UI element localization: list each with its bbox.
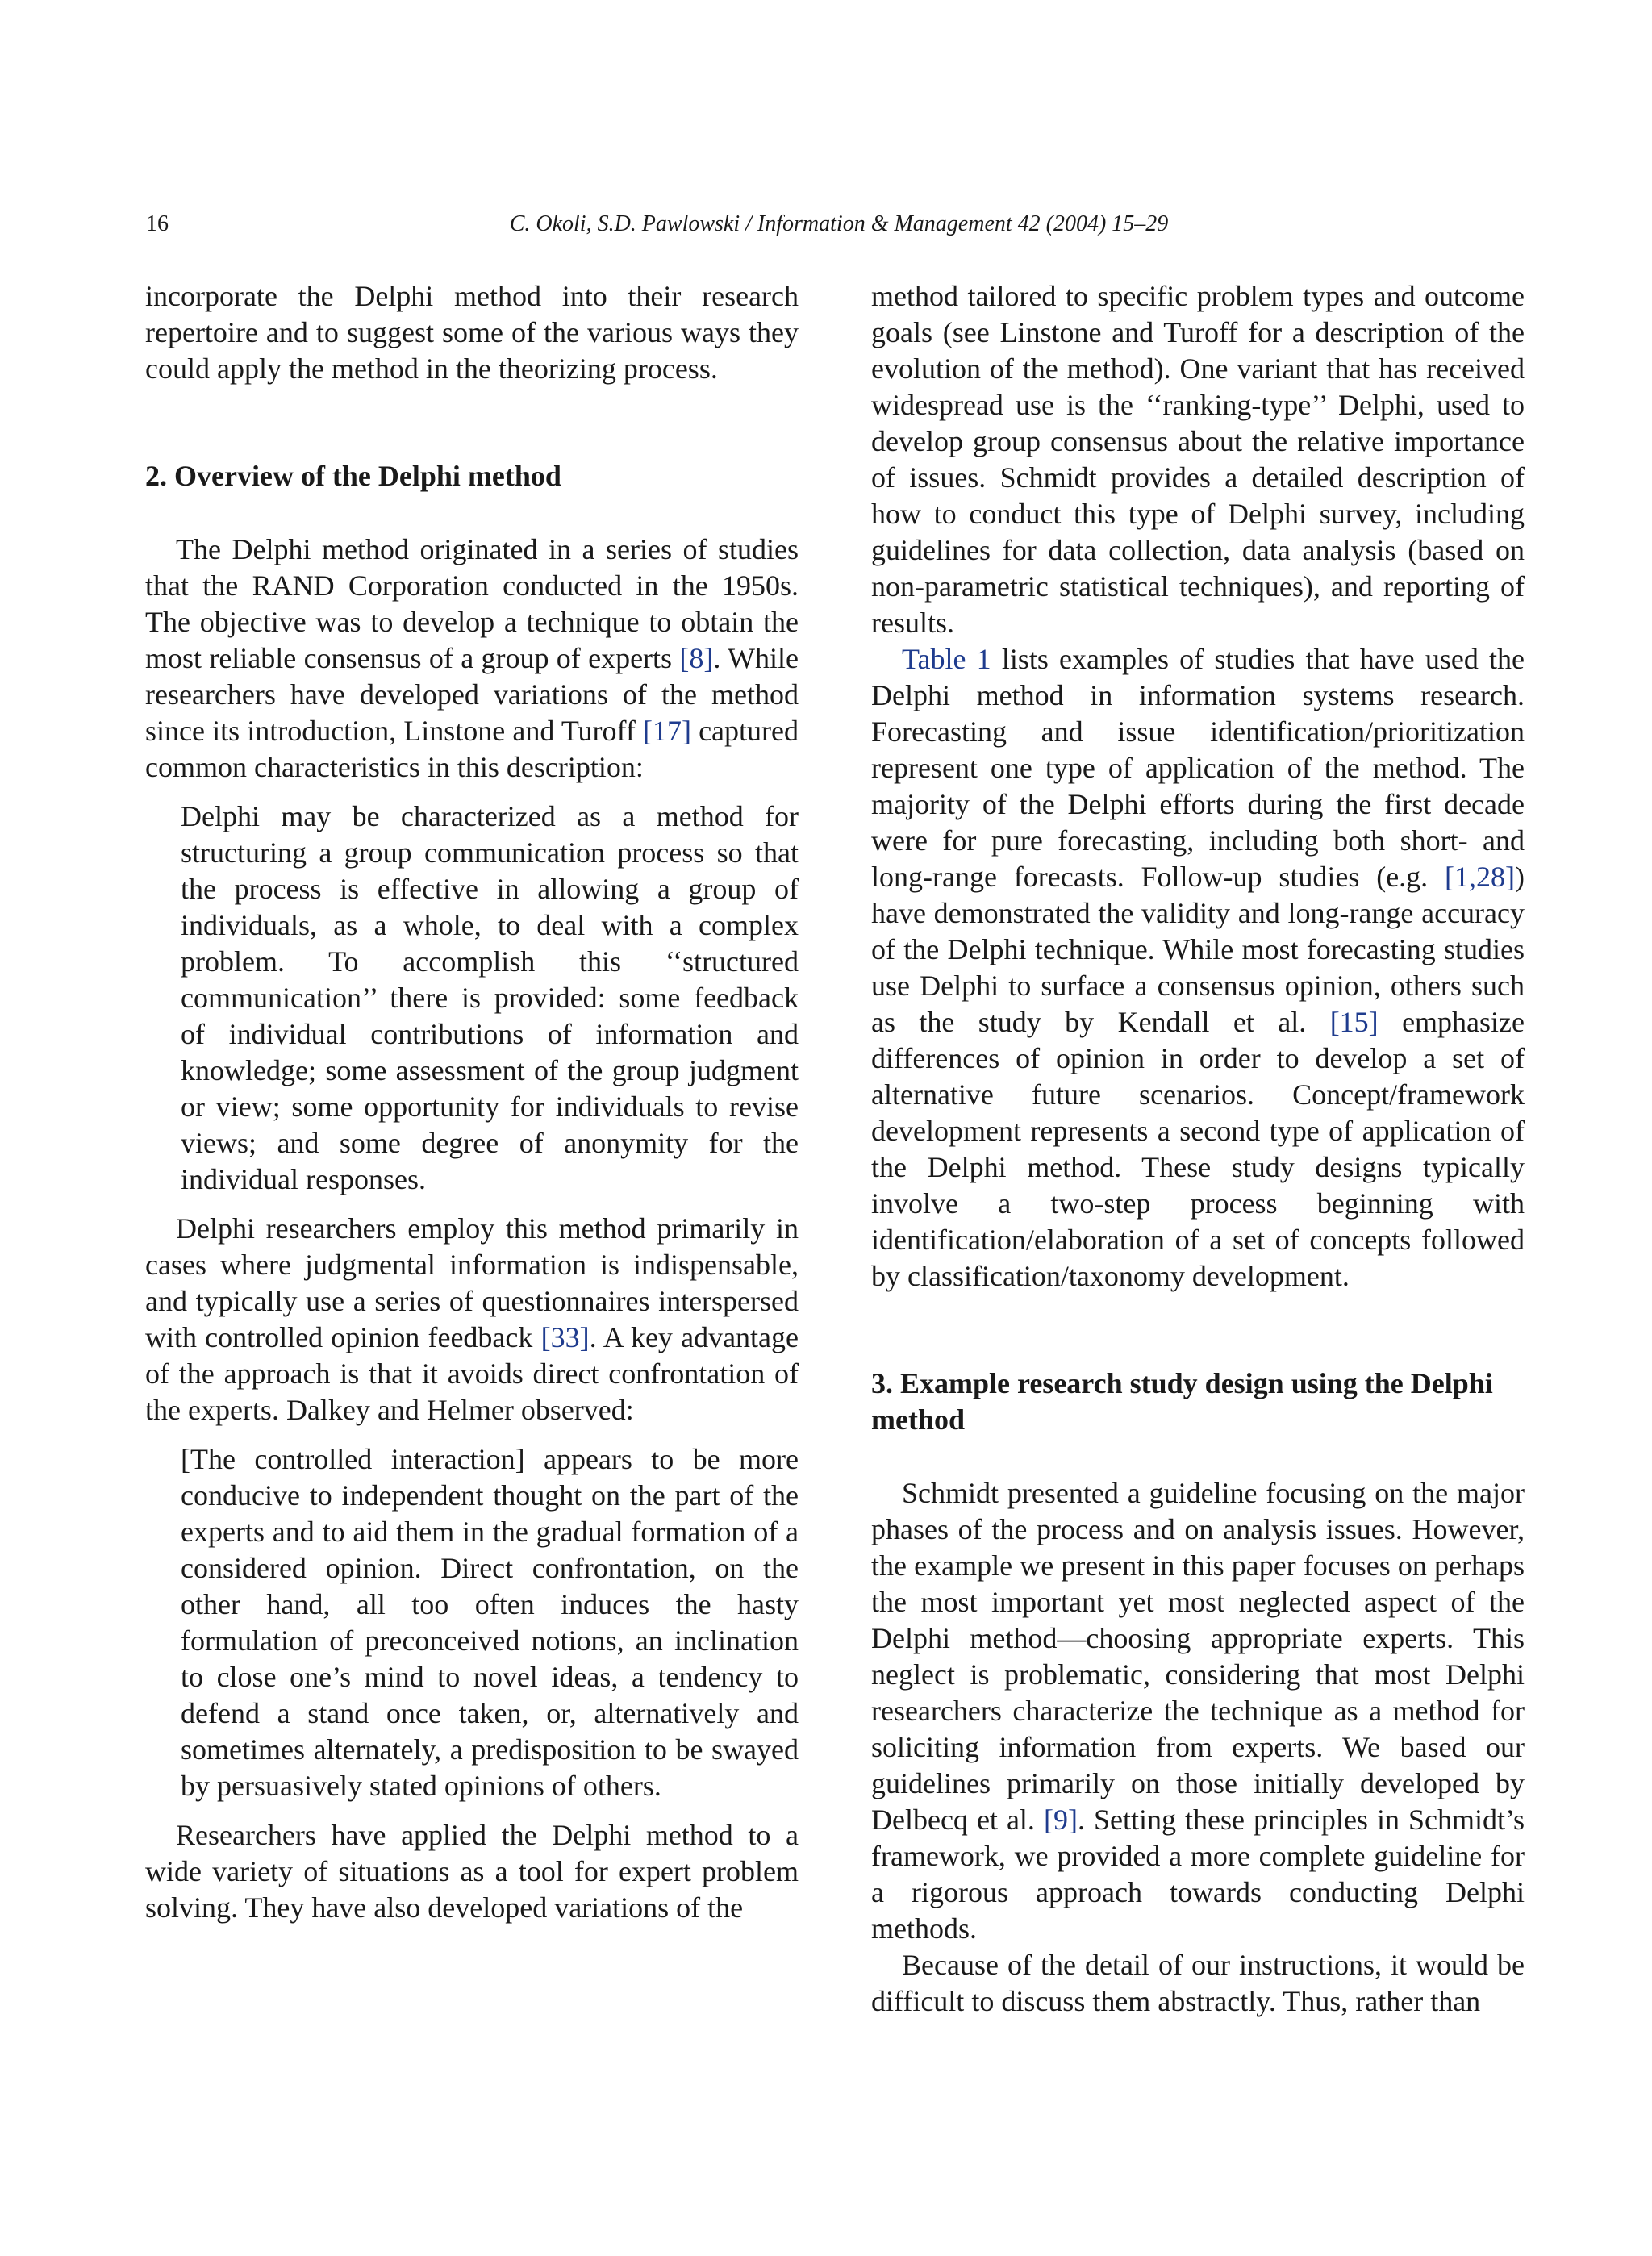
paragraph: Delphi researchers employ this method primarily in cases where judgmental information is indispensable, and typically use a series of questionnaires interspersed with controlled opinion feedback [33]. A key advantage of the approach is that it avoids direct confrontation of the experts. Dalkey and Helmer observed: (145, 1212, 799, 1426)
citation-link[interactable]: [8] (679, 642, 714, 674)
page-number: 16 (146, 211, 169, 236)
paragraph: Table 1 lists examples of studies that have used the Delphi method in information systems research. Forecasting and issue identification/prioritization represent one type of application of the method. The majority of the Delphi efforts during the first decade were for pure forecasting, including both short- and long-range forecasts. Follow-up studies (e.g. [1,28]) have demonstrated the validity and long-range accuracy of the Delphi technique. While most forecasting studies use Delphi to surface a consensus opinion, others such as the study by Kendall et al. [15] emphasize differences of opinion in order to develop a set of alternative future scenarios. Concept/framework development represents a second type of application of the Delphi method. These study designs typically involve a two-step process beginning with identification/elaboration of a set of concepts followed by classification/taxonomy development. (871, 643, 1525, 1292)
section-3-heading: 3. Example research study design using the Delphi method (871, 1367, 1493, 1436)
intro-paragraph: incorporate the Delphi method into their research repertoire and to suggest some of the various ways they could apply the method in the theorizing process. (145, 280, 799, 385)
citation-link[interactable]: [33] (540, 1321, 590, 1353)
paragraph: Researchers have applied the Delphi method to a wide variety of situations as a tool for expert problem solving. They have also developed variations of the (145, 1819, 799, 1924)
page-header (146, 211, 1532, 244)
block-quote: [The controlled interaction] appears to be more conducive to independent thought on the part of the experts and to aid them in the gradual formation of a considered opinion. Direct confrontation, on the other hand, all too often induces the hasty formulation of preconceived notions, an inclination to close one’s mind to novel ideas, a tendency to defend a stand once taken, or, alternatively and sometimes alternately, a predisposition to be swayed by persuasively stated opinions of others. (181, 1443, 799, 1802)
citation-link[interactable]: [17] (642, 715, 691, 747)
right-column (871, 278, 1525, 2020)
citation-link[interactable]: [9] (1043, 1804, 1078, 1836)
table-link[interactable]: Table 1 (902, 643, 991, 675)
citation-link[interactable]: [15] (1329, 1006, 1379, 1038)
paragraph: Schmidt presented a guideline focusing on the major phases of the process and on analysis issues. However, the example we present in this paper focuses on perhaps the most important yet most neglected aspect of the Delphi method—choosing appropriate experts. This neglect is problematic, considering that most Delphi researchers characterize the technique as a method for soliciting information from experts. We based our guidelines primarily on those initially developed by Delbecq et al. [9]. Setting these principles in Schmidt’s framework, we provided a more complete guideline for a rigorous approach towards conducting Delphi methods. (871, 1477, 1525, 1945)
paragraph: Because of the detail of our instructions, it would be difficult to discuss them abstractly. Thus, rather than (871, 1949, 1525, 2017)
left-column (145, 278, 799, 1926)
paragraph: method tailored to specific problem types and outcome goals (see Linstone and Turoff for a description of the evolution of the method). One variant that has received widespread use is the ‘‘ranking-type’’ Delphi, used to develop group consensus about the relative importance of issues. Schmidt provides a detailed description of how to conduct this type of Delphi survey, including guidelines for data collection, data analysis (based on non-parametric statistical techniques), and reporting of results. (871, 280, 1525, 639)
block-quote: Delphi may be characterized as a method for structuring a group communication process so that the process is effective in allowing a group of individuals, as a whole, to deal with a complex problem. To accomplish this ‘‘structured communication’’ there is provided: some feedback of individual contributions of information and knowledge; some assessment of the group judgment or view; some opportunity for individuals to revise views; and some degree of anonymity for the individual responses. (181, 800, 799, 1195)
citation-link[interactable]: [1,28] (1445, 861, 1515, 893)
section-2-heading: 2. Overview of the Delphi method (145, 460, 561, 492)
paragraph: The Delphi method originated in a series of studies that the RAND Corporation conducted in the 1950s. The objective was to develop a technique to obtain the most reliable consensus of a group of experts [8]. While researchers have developed variations of the method since its introduction, Linstone and Turoff [17] captured common characteristics in this description: (145, 533, 799, 783)
running-head: C. Okoli, S.D. Pawlowski / Information & Management 42 (2004) 15–29 (509, 211, 1169, 236)
